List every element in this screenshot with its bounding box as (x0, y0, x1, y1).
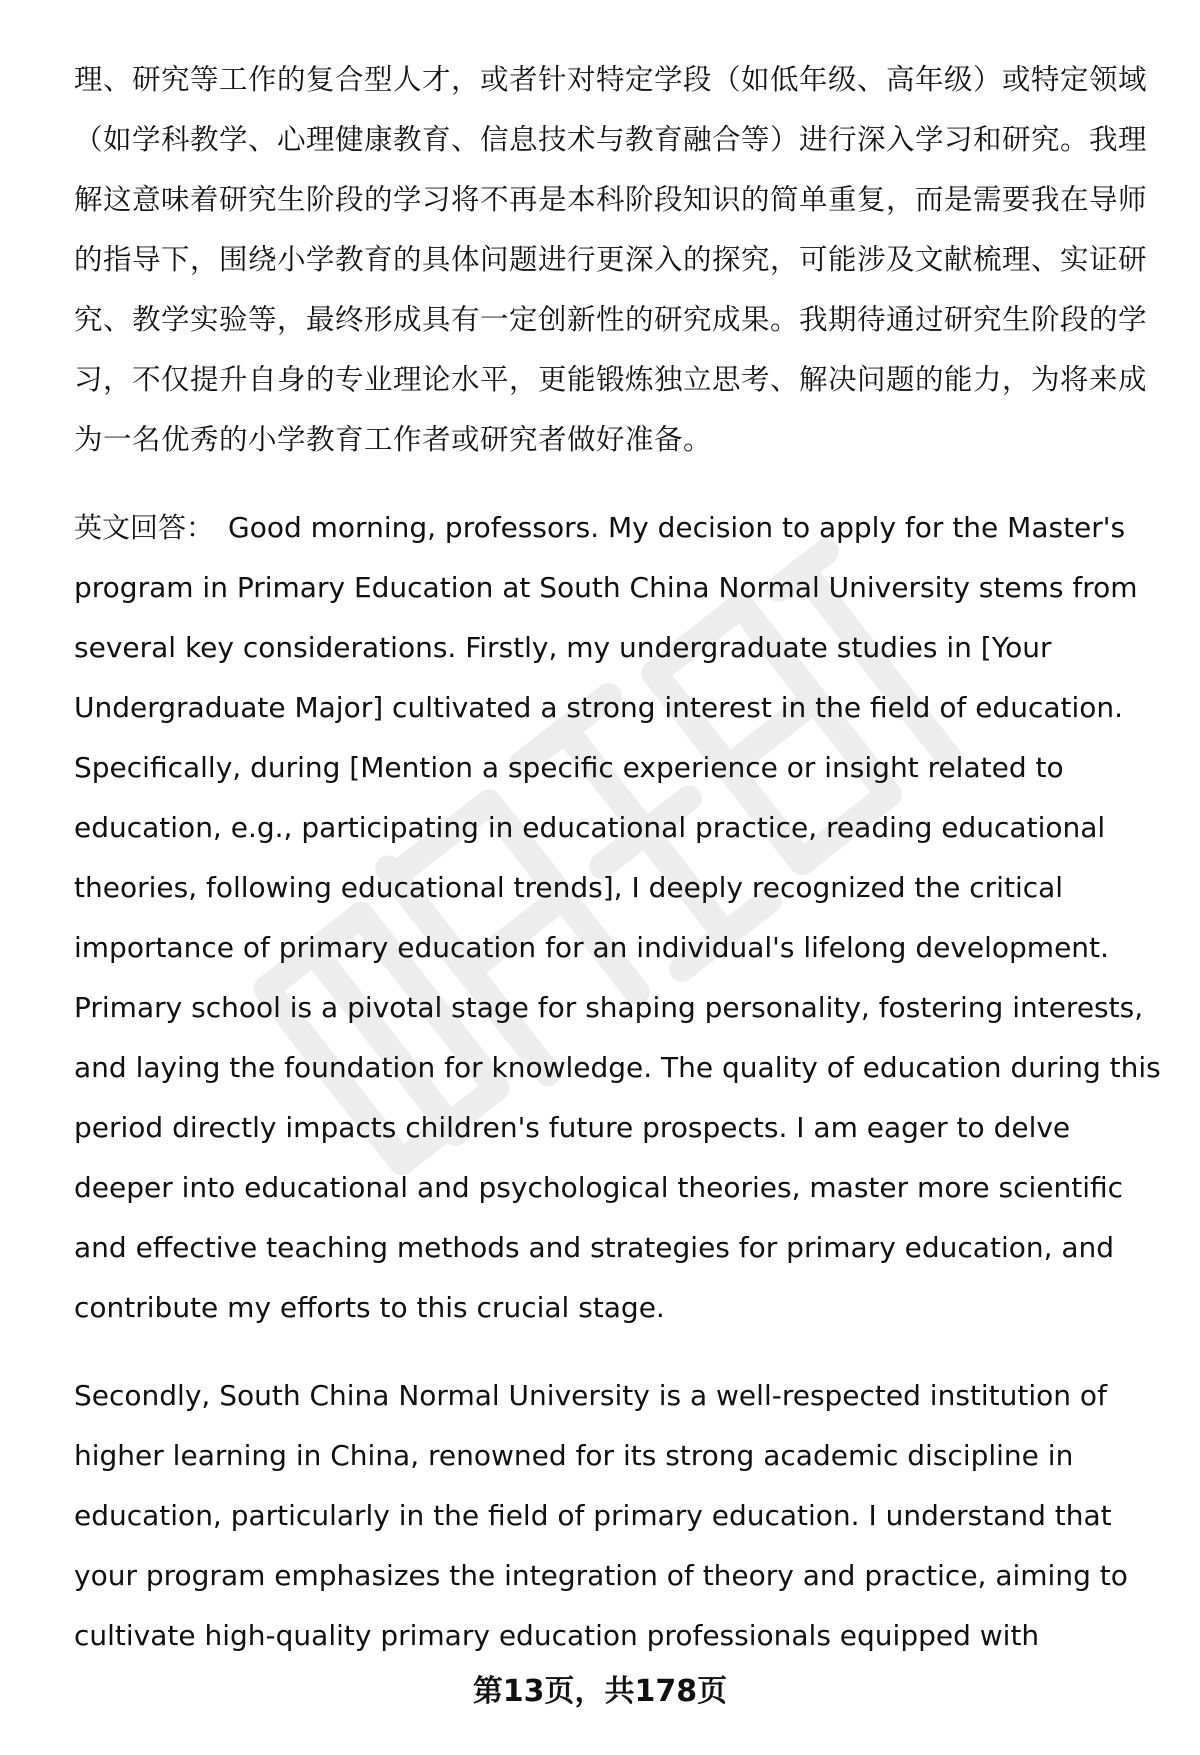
answer-lead-label: 英文回答： (74, 511, 215, 544)
paragraph-chinese: 理、研究等工作的复合型人才，或者针对特定学段（如低年级、高年级）或特定领域（如学科教学、心理健康教育、信息技术与教育融合等）进行深入学习和研究。我理解这意味着研究生阶段的学习将不再是本科阶段知识的简单重复，而是需要我在导师的指导下，围绕小学教育的具体问题进行更深入的探究，可能涉及文献梳理、实证研究、教学实验等，最终形成具有一定创新性的研究成果。我期待通过研究生阶段的学习，不仅提升自身的专业理论水平，更能锻炼独立思考、解决问题的能力，为将来成为一名优秀的小学教育工作者或研究者做好准备。 (74, 63, 1148, 456)
document-body (74, 50, 1164, 1666)
paragraph-english-answer (74, 498, 1164, 1338)
answer-text: Good morning, professors. My decision to apply for the Master's program in Primary Education at South China Normal University stems from several key considerations. Firstly, my undergraduate studies in [Your Undergraduate Major] cultivated a strong interest in the field of education. Specifically, during [Mention a specific experience or insight related to education, e.g., participating in educational practice, reading educational theories, following educational trends], I deeply recognized the critical importance of primary education for an individual's lifelong development. Primary school is a pivotal stage for shaping personality, fostering interests, and laying the foundation for knowledge. The quality of education during this period directly impacts children's future prospects. I am eager to delve deeper into educational and psychological theories, master more scientific and effective teaching methods and strategies for primary education, and contribute my efforts to this crucial stage. (74, 511, 1161, 1324)
page-number: 第13页，共178页 (472, 1674, 728, 1709)
paragraph-english-continued: Secondly, South China Normal University is a well-respected institution of higher learning in China, renowned for its strong academic discipline in education, particularly in the field of primary education. I understand that your program emphasizes the integration of theory and practice, aiming to cultivate high-quality primary education professionals equipped with (74, 1379, 1128, 1652)
